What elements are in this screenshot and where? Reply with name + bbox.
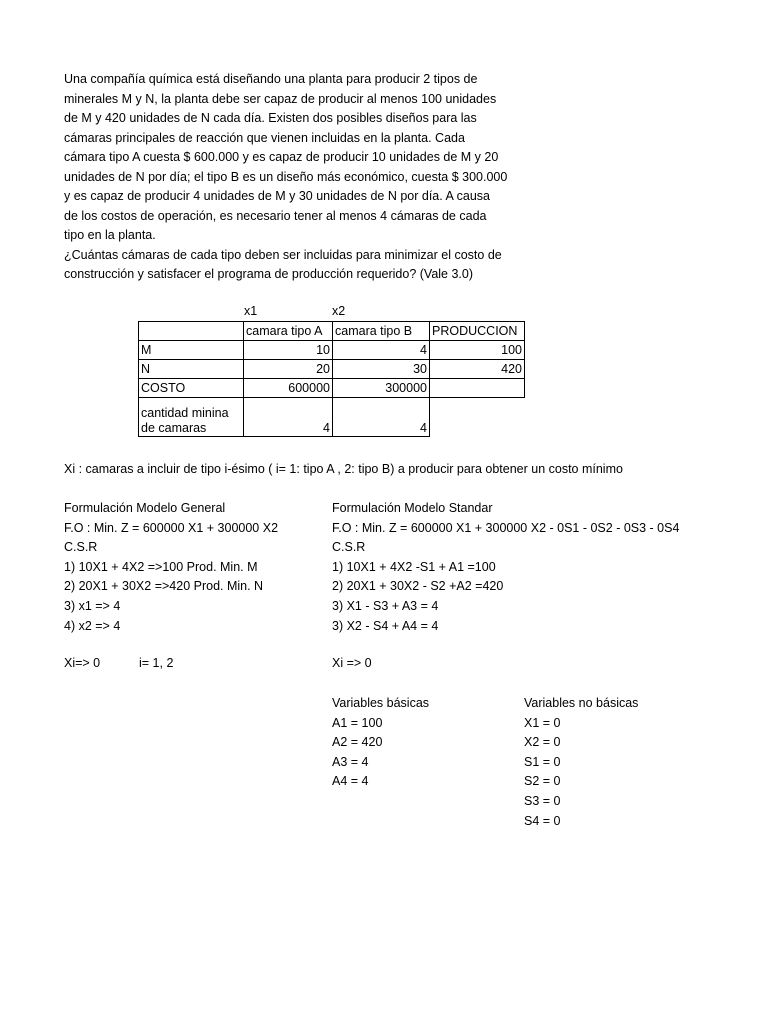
table-cell bbox=[139, 322, 244, 341]
table-cell: 4 bbox=[244, 398, 333, 437]
nonbasic-variable: S2 = 0 bbox=[524, 774, 561, 789]
table-cell: 300000 bbox=[333, 379, 430, 398]
standard-nonneg: Xi => 0 bbox=[332, 656, 372, 670]
table-cell: 10 bbox=[244, 341, 333, 360]
table-cell: 4 bbox=[333, 341, 430, 360]
standard-line: 1) 10X1 + 4X2 -S1 + A1 =100 bbox=[332, 559, 496, 574]
standard-line: F.O : Min. Z = 600000 X1 + 300000 X2 - 0S1 - 0S2 - 0S3 - 0S4 bbox=[332, 520, 680, 535]
problem-line: ¿Cuántas cámaras de cada tipo deben ser incluidas para minimizar el costo de bbox=[64, 247, 502, 262]
problem-line: y es capaz de producir 4 unidades de M y 30 unidades de N por día. A causa bbox=[64, 189, 490, 203]
basic-variable: A1 = 100 bbox=[332, 715, 383, 730]
table-cell: 4 bbox=[333, 398, 430, 437]
table-cell: N bbox=[139, 360, 244, 379]
var-label-x2: x2 bbox=[332, 304, 346, 318]
basic-variable: A3 = 4 bbox=[332, 754, 369, 769]
general-line: F.O : Min. Z = 600000 X1 + 300000 X2 bbox=[64, 520, 279, 535]
table-header-row bbox=[139, 322, 525, 341]
table-empty-cell bbox=[430, 398, 525, 437]
standard-line: 3) X1 - S3 + A3 = 4 bbox=[332, 598, 439, 613]
table-row bbox=[139, 379, 525, 398]
nonbasic-variable: X2 = 0 bbox=[524, 735, 561, 750]
standard-line: 2) 20X1 + 30X2 - S2 +A2 =420 bbox=[332, 579, 504, 594]
table-cell: COSTO bbox=[139, 379, 244, 398]
table-cell: PRODUCCION bbox=[430, 322, 525, 341]
table-cell: camara tipo B bbox=[333, 322, 430, 341]
problem-line: Una compañía química está diseñando una planta para producir 2 tipos de bbox=[64, 72, 478, 86]
problem-line: de los costos de operación, es necesario tener al menos 4 cámaras de cada bbox=[64, 208, 487, 223]
problem-line: tipo en la planta. bbox=[64, 228, 156, 242]
problem-line: minerales M y N, la planta debe ser capaz de producir al menos 100 unidades bbox=[64, 91, 497, 106]
general-line: C.S.R bbox=[64, 540, 98, 555]
data-table bbox=[138, 321, 525, 437]
basic-variables-title: Variables básicas bbox=[332, 696, 430, 710]
table-cell: 420 bbox=[430, 360, 525, 379]
var-label-x1: x1 bbox=[244, 304, 258, 318]
table-cell bbox=[430, 379, 525, 398]
general-line: 4) x2 => 4 bbox=[64, 618, 121, 633]
general-nonneg: Xi=> 0 bbox=[64, 656, 101, 670]
cell-line: de camaras bbox=[141, 421, 207, 435]
table-row bbox=[139, 341, 525, 360]
basic-variable: A4 = 4 bbox=[332, 774, 369, 789]
cell-line: cantidad minina bbox=[141, 406, 229, 420]
table-cell: 600000 bbox=[244, 379, 333, 398]
general-line: 2) 20X1 + 30X2 =>420 Prod. Min. N bbox=[64, 579, 264, 594]
general-line: 3) x1 => 4 bbox=[64, 598, 121, 613]
table-cell: camara tipo A bbox=[244, 322, 333, 341]
general-index: i= 1, 2 bbox=[139, 656, 174, 670]
problem-line: cámara tipo A cuesta $ 600.000 y es capaz de producir 10 unidades de M y 20 bbox=[64, 150, 499, 164]
nonbasic-variable: S4 = 0 bbox=[524, 813, 561, 828]
nonbasic-variable: S1 = 0 bbox=[524, 754, 561, 769]
table-cell: M bbox=[139, 341, 244, 360]
table-row bbox=[139, 360, 525, 379]
problem-statement bbox=[64, 70, 508, 285]
problem-line: unidades de N por día; el tipo B es un diseño más económico, cuesta $ 300.000 bbox=[64, 169, 508, 184]
table-cell: 20 bbox=[244, 360, 333, 379]
general-model-title: Formulación Modelo General bbox=[64, 501, 226, 515]
table-cell bbox=[139, 398, 244, 437]
general-model bbox=[64, 499, 278, 636]
standard-line: 3) X2 - S4 + A4 = 4 bbox=[332, 618, 439, 633]
nonbasic-variable: S3 = 0 bbox=[524, 793, 561, 808]
nonbasic-variable: X1 = 0 bbox=[524, 715, 561, 730]
problem-line: cámaras principales de reacción que vienen incluidas en la planta. Cada bbox=[64, 130, 465, 145]
table-cell: 30 bbox=[333, 360, 430, 379]
standard-line: C.S.R bbox=[332, 540, 366, 555]
general-line: 1) 10X1 + 4X2 =>100 Prod. Min. M bbox=[64, 559, 258, 574]
variable-definition: Xi : camaras a incluir de tipo i-ésimo ( i= 1: tipo A , 2: tipo B) a producir para obtener un costo mínimo bbox=[64, 462, 623, 476]
basic-variables bbox=[332, 694, 429, 792]
table-row bbox=[139, 398, 525, 437]
table-cell: 100 bbox=[430, 341, 525, 360]
standard-model bbox=[332, 499, 679, 636]
standard-model-title: Formulación Modelo Standar bbox=[332, 501, 493, 515]
problem-line: construcción y satisfacer el programa de producción requerido? (Vale 3.0) bbox=[64, 267, 474, 281]
nonbasic-variables-title: Variables no básicas bbox=[524, 696, 639, 710]
basic-variable: A2 = 420 bbox=[332, 735, 383, 750]
nonbasic-variables bbox=[524, 694, 638, 831]
problem-line: de M y 420 unidades de N cada día. Existen dos posibles diseños para las bbox=[64, 111, 477, 125]
